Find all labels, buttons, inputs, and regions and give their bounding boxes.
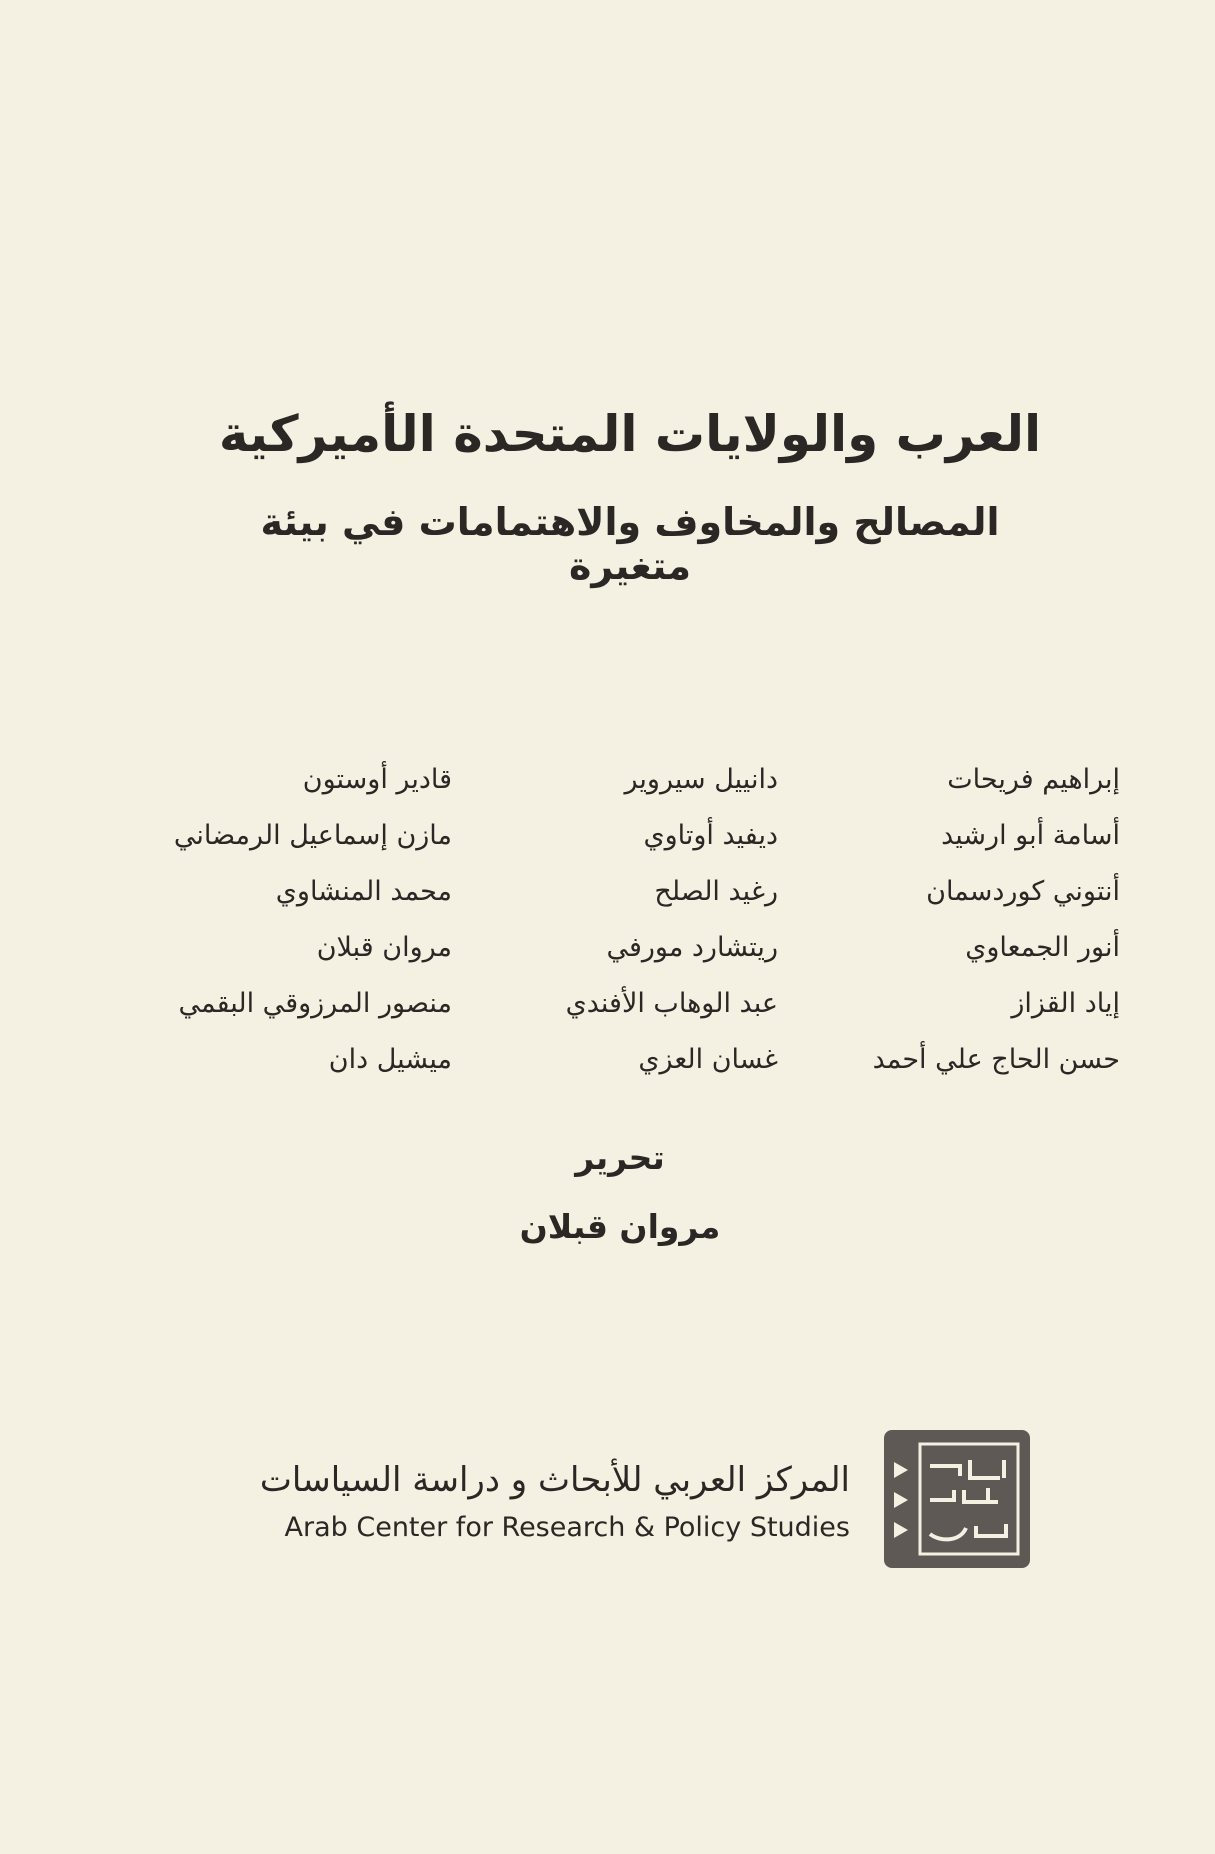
author-name: رغيد الصلح [654, 876, 778, 907]
book-subtitle: المصالح والمخاوف والاهتمامات في بيئة متغيرة [260, 500, 1000, 588]
author-name: عبد الوهاب الأفندي [565, 988, 778, 1019]
authors-column-1 [820, 752, 1120, 1088]
author-name: غسان العزي [638, 1044, 778, 1075]
author-name: ريتشارد مورفي [606, 932, 778, 963]
publisher-name-arabic: المركز العربي للأبحاث و دراسة السياسات [259, 1460, 850, 1500]
publisher-name-english: Arab Center for Research & Policy Studies [284, 1512, 850, 1543]
author-name: مازن إسماعيل الرمضاني [173, 820, 452, 851]
author-name: أنتوني كوردسمان [926, 876, 1120, 907]
author-name: إبراهيم فريحات [947, 764, 1120, 795]
authors-list [160, 752, 1120, 1082]
author-name: منصور المرزوقي البقمي [178, 988, 452, 1019]
author-name: مروان قبلان [316, 932, 452, 963]
authors-column-2 [478, 752, 778, 1088]
book-title: العرب والولايات المتحدة الأميركية [218, 405, 1042, 463]
author-name: إياد القزاز [1011, 988, 1120, 1019]
author-name: أسامة أبو ارشيد [941, 820, 1120, 851]
author-name: محمد المنشاوي [275, 876, 452, 907]
author-name: ديفيد أوتاوي [643, 820, 778, 851]
edited-by-label: تحرير [575, 1138, 665, 1177]
publisher-block [250, 1430, 1030, 1580]
author-name: ميشيل دان [328, 1044, 452, 1075]
authors-column-3 [152, 752, 452, 1088]
author-name: دانييل سيروير [624, 764, 778, 795]
author-name: قادير أوستون [302, 764, 452, 795]
editor-name: مروان قبلان [519, 1207, 721, 1246]
publisher-logo-icon [884, 1430, 1030, 1568]
author-name: حسن الحاج علي أحمد [872, 1044, 1120, 1075]
author-name: أنور الجمعاوي [965, 932, 1120, 963]
